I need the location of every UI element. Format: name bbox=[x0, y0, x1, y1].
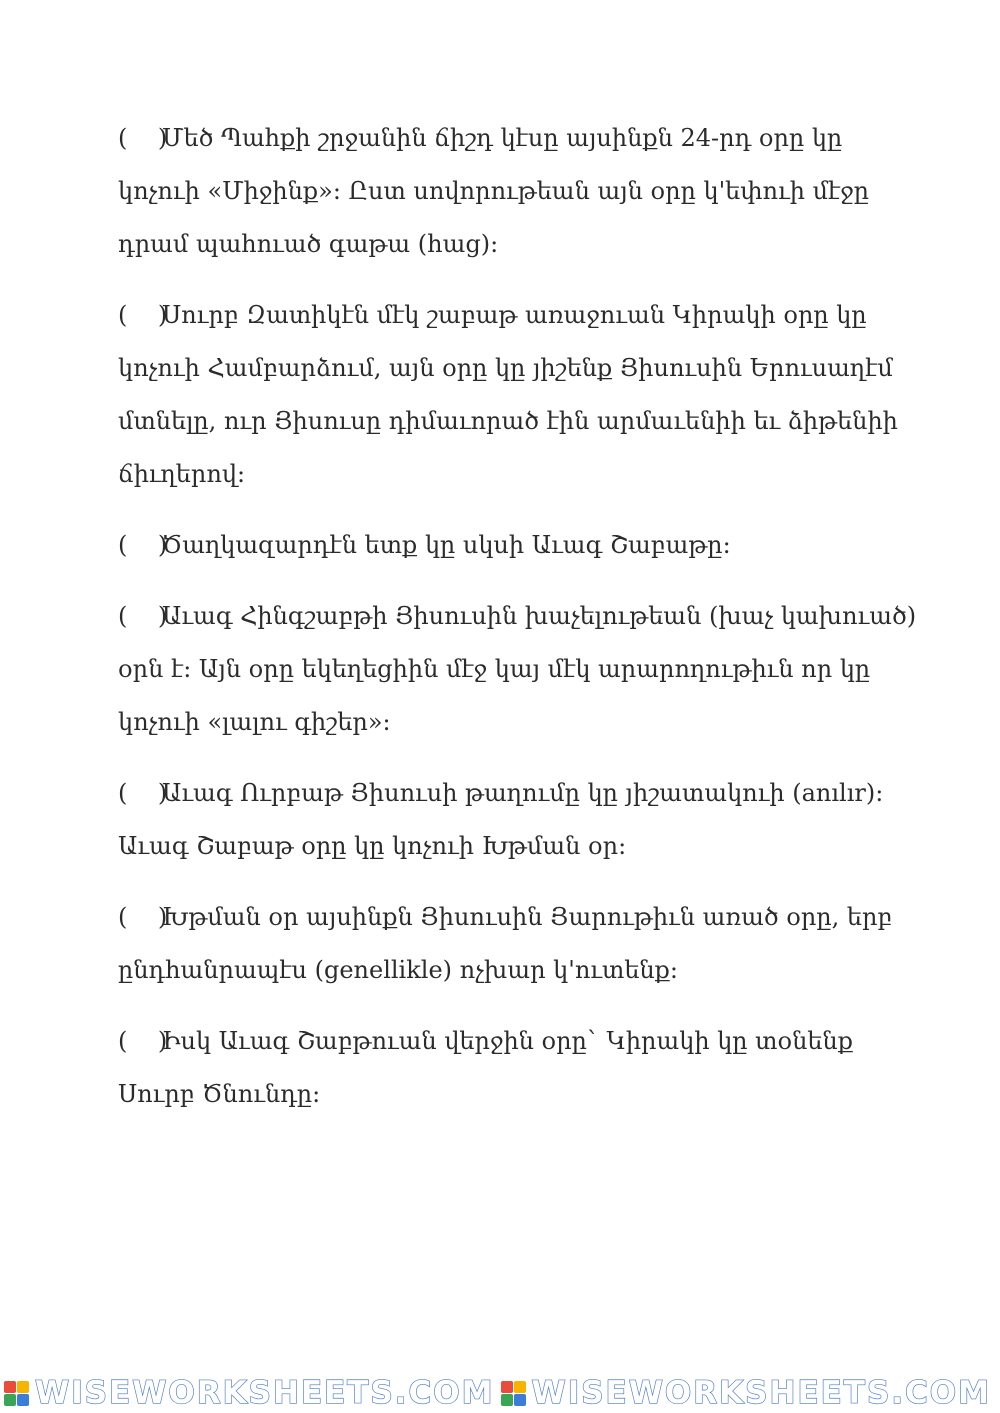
question-1-line-3: դրամ պահուած գաթա (hաց): bbox=[118, 230, 499, 258]
question-1-text-1: Մեծ Պահքի շրջանին ճիշդ կէսը այսինքն 24-րդ օրը կը bbox=[162, 124, 843, 152]
question-2-line-3: մտնելը, ուր Յիսուսը դիմաւորած էին արմաւենիի եւ ձիթենիի bbox=[118, 407, 898, 435]
question-4-line-1 bbox=[118, 590, 917, 643]
question-4-line-3: կոչուի «լալու գիշեր»: bbox=[118, 708, 391, 736]
logo-cell-w bbox=[501, 1381, 513, 1393]
question-1-line-1 bbox=[118, 112, 898, 165]
logo-cell-e bbox=[17, 1394, 29, 1406]
logo-cell-i bbox=[17, 1381, 29, 1393]
answer-blank-4[interactable]: ( ) bbox=[118, 602, 168, 630]
question-1-body bbox=[118, 112, 898, 271]
question-4-text-1: Աւագ Հինգշաբթի Յիսուսին խաչելութեան (խաչ կախուած) bbox=[162, 602, 917, 630]
question-1 bbox=[118, 112, 898, 271]
footer-watermark bbox=[0, 1373, 1000, 1413]
logo-cell-e bbox=[514, 1394, 526, 1406]
watermark-text: WISEWORKSHEETS.COM bbox=[531, 1375, 991, 1411]
question-2-body bbox=[118, 289, 898, 501]
question-6-line-1 bbox=[118, 891, 898, 944]
watermark-block-2 bbox=[501, 1375, 992, 1411]
question-5-body bbox=[118, 767, 898, 873]
question-1-line-2: կոչուի «Միջինք»: Ըստ սովորութեան այն օրը կ'եփուի մէջը bbox=[118, 177, 870, 205]
question-3-line-1 bbox=[118, 519, 898, 572]
watermark-block-1 bbox=[4, 1375, 495, 1411]
logo-cell-s bbox=[501, 1394, 513, 1406]
question-3 bbox=[118, 519, 898, 572]
question-5-line-2: Աւագ Շաբաթ օրը կը կոչուի Խթման օր: bbox=[118, 832, 627, 860]
question-3-body bbox=[118, 519, 898, 572]
question-2-text-1: Սուրբ Զատիկէն մէկ շաբաթ առաջուան Կիրակի օրը կը bbox=[162, 301, 867, 329]
question-6-text-1: Խթման օր այսինքն Յիսուսին Յարութիւն առած օրը, երբ bbox=[162, 903, 893, 931]
question-5-text-1: Աւագ Ուրբաթ Յիսուսի թաղումը կը յիշատակուի (anılır): bbox=[162, 779, 884, 807]
question-6 bbox=[118, 891, 898, 997]
question-5 bbox=[118, 767, 898, 873]
question-3-text-1: Ծաղկազարդէն ետք կը սկսի Աւագ Շաբաթը: bbox=[162, 531, 731, 559]
answer-blank-2[interactable]: ( ) bbox=[118, 301, 168, 329]
answer-blank-5[interactable]: ( ) bbox=[118, 779, 168, 807]
logo-cell-i bbox=[514, 1381, 526, 1393]
worksheet bbox=[118, 112, 917, 1139]
question-4-line-2: օրն է: Այն օրը եկեղեցիին մէջ կայ մէկ արարողութիւն որ կը bbox=[118, 655, 871, 683]
question-6-line-2: ընդհանրապէս (genellikle) ոչխար կ'ուտենք: bbox=[118, 956, 679, 984]
answer-blank-6[interactable]: ( ) bbox=[118, 903, 168, 931]
question-7 bbox=[118, 1015, 898, 1121]
answer-blank-3[interactable]: ( ) bbox=[118, 531, 168, 559]
question-7-line-2: Սուրբ Ծնունդը: bbox=[118, 1080, 321, 1108]
wise-logo-icon bbox=[501, 1381, 526, 1406]
question-5-line-1 bbox=[118, 767, 898, 820]
question-2-line-1 bbox=[118, 289, 898, 342]
question-2-line-2: կոչուի Համբարձում, այն օրը կը յիշենք Յիսուսին Երուսաղէմ bbox=[118, 354, 893, 382]
question-7-body bbox=[118, 1015, 898, 1121]
question-4-body bbox=[118, 590, 917, 749]
question-7-line-1 bbox=[118, 1015, 898, 1068]
logo-cell-w bbox=[4, 1381, 16, 1393]
question-2-line-4: ճիւղերով: bbox=[118, 460, 246, 488]
question-7-text-1: Իսկ Աւագ Շաբթուան վերջին օրը` Կիրակի կը տօնենք bbox=[162, 1027, 853, 1055]
wise-logo-icon bbox=[4, 1381, 29, 1406]
answer-blank-7[interactable]: ( ) bbox=[118, 1027, 168, 1055]
watermark-text: WISEWORKSHEETS.COM bbox=[35, 1375, 495, 1411]
question-4 bbox=[118, 590, 917, 749]
logo-cell-s bbox=[4, 1394, 16, 1406]
answer-blank-1[interactable]: ( ) bbox=[118, 124, 168, 152]
question-6-body bbox=[118, 891, 898, 997]
question-2 bbox=[118, 289, 898, 501]
